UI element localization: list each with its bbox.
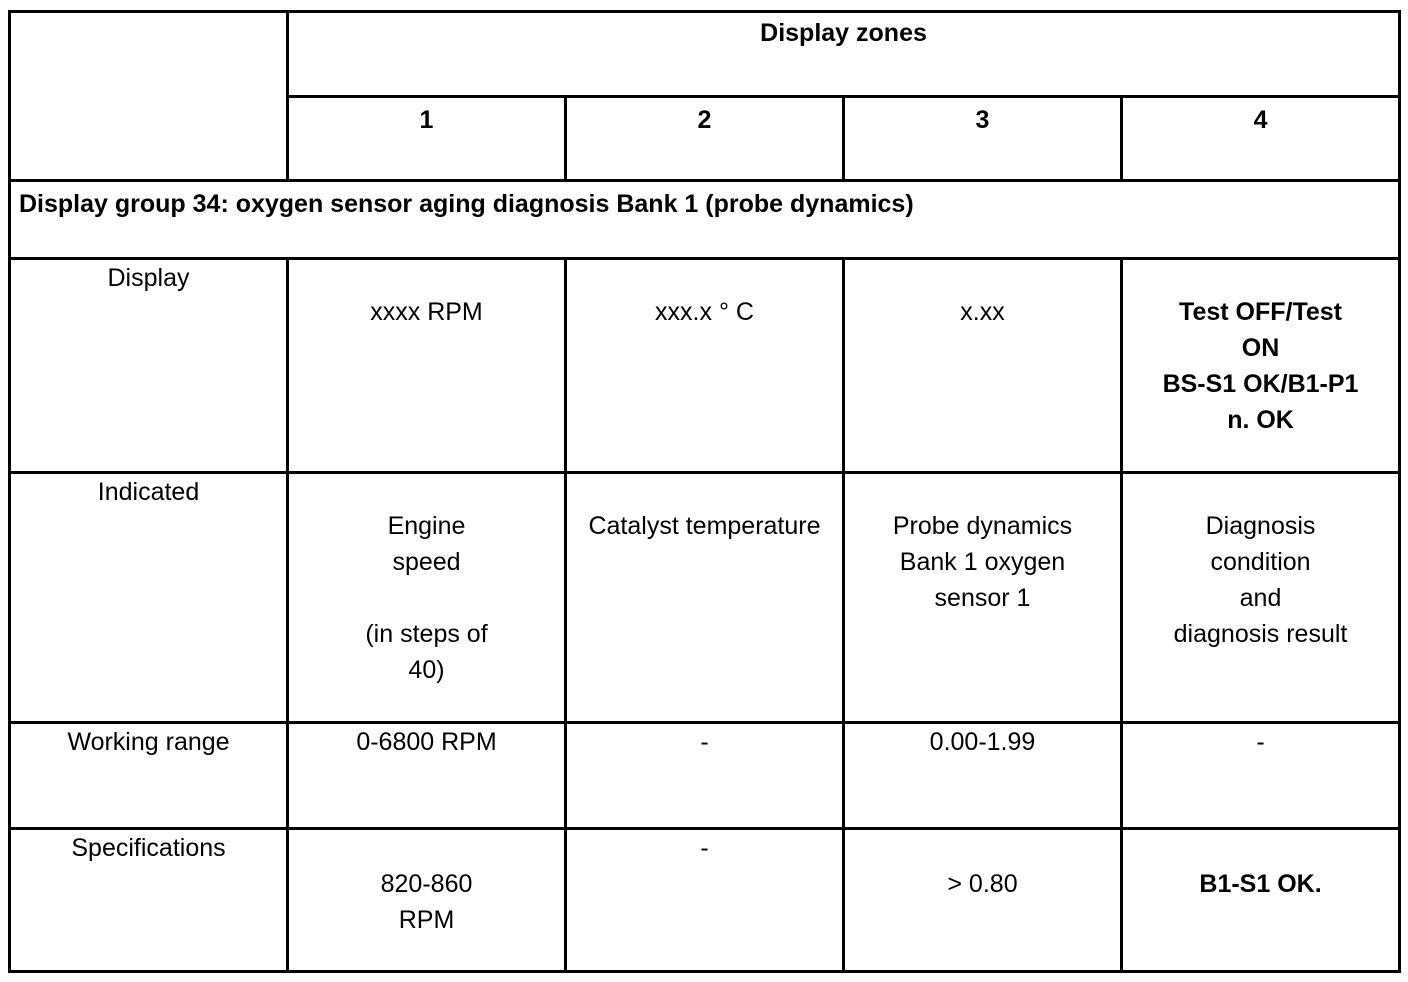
indicated-zone-1: Engine speed (in steps of 40)	[288, 473, 566, 723]
zone-2-header: 2	[566, 97, 844, 181]
zone-1-header: 1	[288, 97, 566, 181]
display-zone-1: xxxx RPM	[288, 259, 566, 473]
row-label-specifications: Specifications	[10, 829, 288, 972]
working-range-zone-4: -	[1122, 723, 1400, 829]
display-zones-header: Display zones	[288, 12, 1400, 97]
display-zone-3: x.xx	[844, 259, 1122, 473]
indicated-zone-4: Diagnosis condition and diagnosis result	[1122, 473, 1400, 723]
display-zone-2: xxx.x ° C	[566, 259, 844, 473]
indicated-zone-2: Catalyst temperature	[566, 473, 844, 723]
working-range-zone-1: 0-6800 RPM	[288, 723, 566, 829]
working-range-zone-3: 0.00-1.99	[844, 723, 1122, 829]
working-range-zone-2: -	[566, 723, 844, 829]
zone-4-header: 4	[1122, 97, 1400, 181]
specifications-zone-3: > 0.80	[844, 829, 1122, 972]
row-label-indicated: Indicated	[10, 473, 288, 723]
specifications-zone-4: B1-S1 OK.	[1122, 829, 1400, 972]
display-zone-4: Test OFF/Test ON BS-S1 OK/B1-P1 n. OK	[1122, 259, 1400, 473]
group-title: Display group 34: oxygen sensor aging diagnosis Bank 1 (probe dynamics)	[10, 181, 1400, 259]
specifications-zone-1: 820-860 RPM	[288, 829, 566, 972]
display-group-table	[8, 10, 1401, 973]
specifications-zone-2: -	[566, 829, 844, 972]
indicated-zone-3: Probe dynamics Bank 1 oxygen sensor 1	[844, 473, 1122, 723]
empty-corner-cell	[10, 12, 288, 181]
zone-3-header: 3	[844, 97, 1122, 181]
row-label-display: Display	[10, 259, 288, 473]
row-label-working-range: Working range	[10, 723, 288, 829]
